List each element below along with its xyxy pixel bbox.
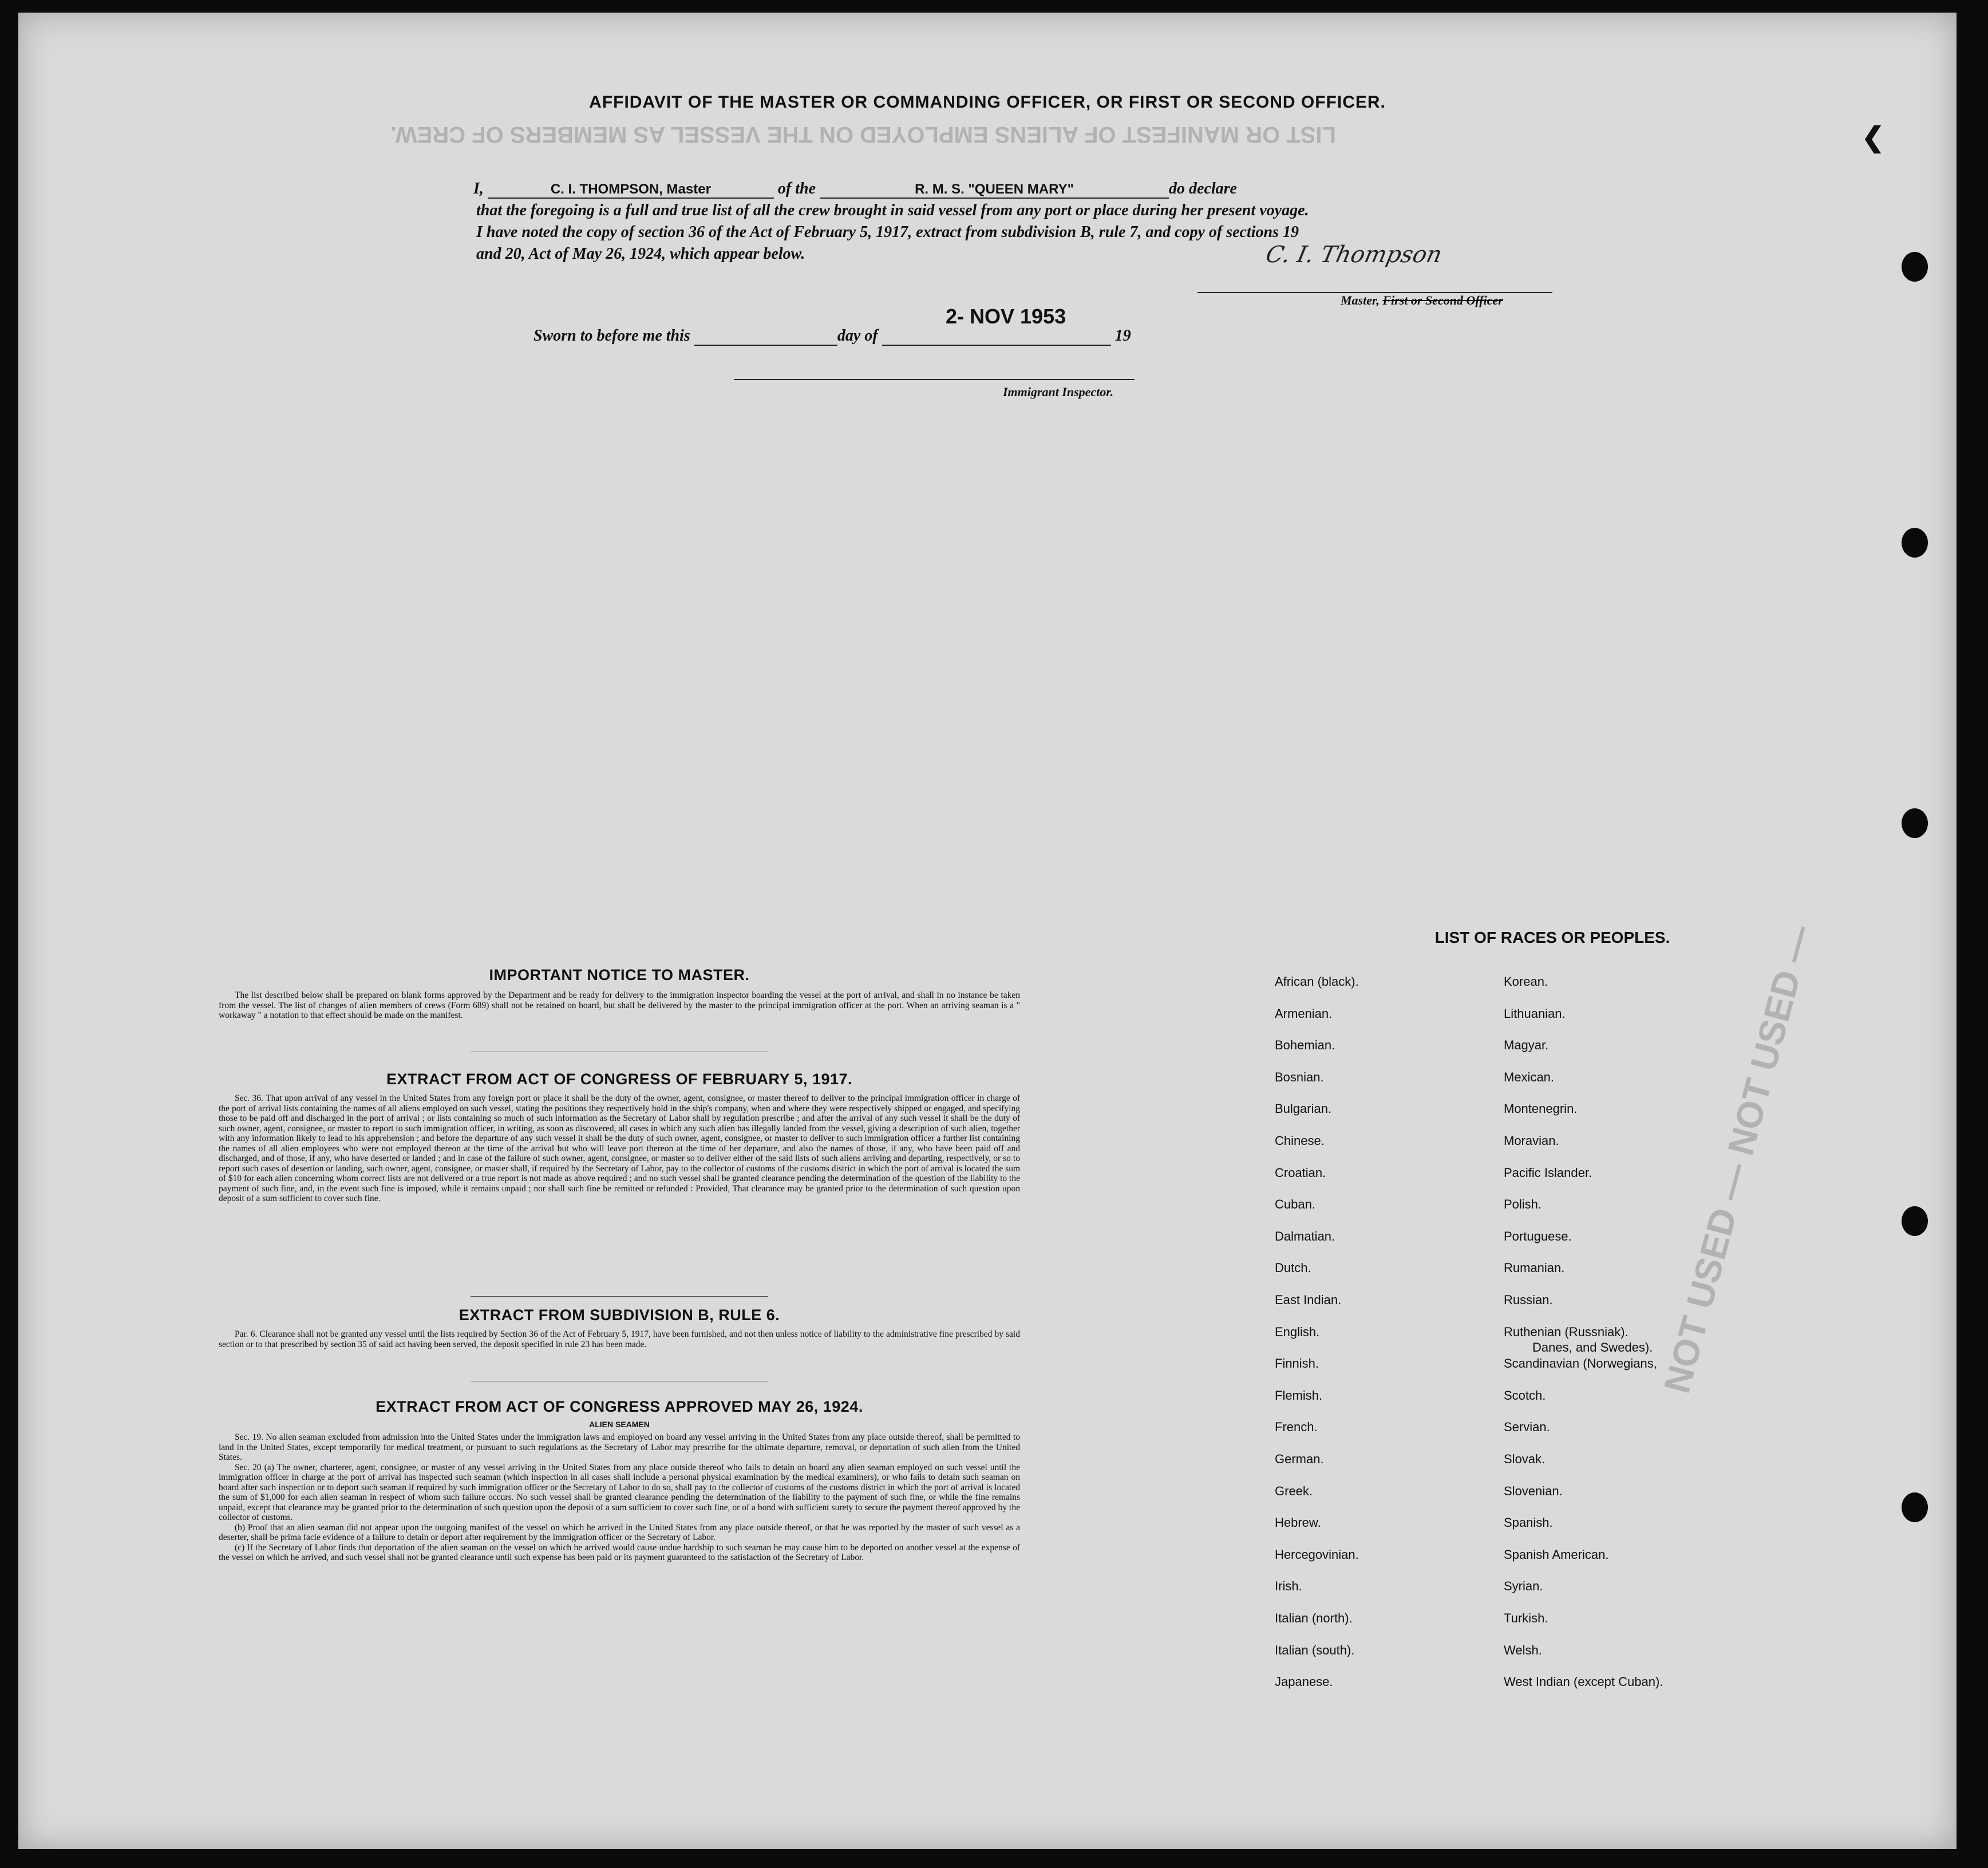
- race-item: Irish.: [1275, 1579, 1302, 1594]
- race-item: Scandinavian (Norwegians,: [1504, 1356, 1657, 1371]
- race-item: Hercegovinian.: [1275, 1547, 1359, 1562]
- notice-text: The list described below shall be prepared on blank forms approved by the Department and be ready for delivery to the immigration inspector boarding the vessel at the port of arrival, and shall in no instance be taken from the vessel. The list of changes of alien members of crews (Form 689) shall not be retained on board, but shall be delivered by the master to the principal immigration officer at the port. When an arriving seaman is a " workaway " a notation to that effect should be made on the manifest.: [219, 990, 1020, 1020]
- binder-hole-3: [1902, 808, 1928, 838]
- race-item: Spanish American.: [1504, 1547, 1609, 1562]
- race-item: Moravian.: [1504, 1134, 1559, 1148]
- race-item: Welsh.: [1504, 1642, 1542, 1657]
- race-item: Armenian.: [1275, 1006, 1333, 1021]
- race-item: Flemish.: [1275, 1388, 1323, 1403]
- affidavit-line-1: [473, 180, 1237, 199]
- race-item: Chinese.: [1275, 1134, 1325, 1148]
- alien-seamen-subtitle: ALIEN SEAMEN: [589, 1420, 650, 1429]
- race-item: Servian.: [1504, 1420, 1550, 1435]
- notice-title: IMPORTANT NOTICE TO MASTER.: [489, 966, 750, 984]
- master-signature: C. I. Thompson: [1263, 242, 1445, 268]
- race-item: Greek.: [1275, 1483, 1313, 1498]
- extract-1924-text: [219, 1432, 1020, 1563]
- race-item: Scotch.: [1504, 1388, 1546, 1403]
- master-name-field: C. I. THOMPSON, Master: [488, 181, 774, 199]
- manifest-sheet: [18, 13, 1957, 1849]
- section-20c-text: (c) If the Secretary of Labor finds that deportation of the alien seaman on the vessel on which he arrived would cause undue hardship to such seaman he may cause him to be deported on another vessel at the expense of the vessel on which he arrived, and such vessel shall not be granted clearance until such expense has been paid or its payment guaranteed to the satisfaction of the Secretary of Labor.: [219, 1542, 1020, 1562]
- sworn-line: Sworn to before me this day of 19: [533, 327, 1131, 345]
- of-the-label: of the: [777, 180, 816, 198]
- i-label: I,: [473, 180, 484, 198]
- affidavit-title: AFFIDAVIT OF THE MASTER OR COMMANDING OFFICER, OR FIRST OR SECOND OFFICER.: [589, 93, 1386, 112]
- race-item: Slovenian.: [1504, 1483, 1563, 1498]
- race-item: Turkish.: [1504, 1611, 1548, 1625]
- extract-1917-title: EXTRACT FROM ACT OF CONGRESS OF FEBRUARY 5, 1917.: [386, 1071, 853, 1088]
- race-item: Ruthenian (Russniak).: [1504, 1324, 1629, 1339]
- race-item: West Indian (except Cuban).: [1504, 1675, 1663, 1689]
- date-stamp: 2- NOV 1953: [946, 305, 1066, 328]
- race-item: Bosnian.: [1275, 1069, 1324, 1084]
- race-item: Lithuanian.: [1504, 1006, 1566, 1021]
- race-item: Mexican.: [1504, 1069, 1555, 1084]
- master-caption: Master, First or Second Officer: [1341, 293, 1503, 307]
- binder-clip-mark: ❮: [1861, 123, 1885, 153]
- race-item: Montenegrin.: [1504, 1101, 1578, 1116]
- race-item: Hebrew.: [1275, 1515, 1321, 1530]
- binder-hole-2: [1902, 528, 1928, 558]
- race-item: Bulgarian.: [1275, 1101, 1332, 1116]
- binder-hole-5: [1902, 1492, 1928, 1522]
- race-item: Korean.: [1504, 974, 1548, 989]
- race-item: Russian.: [1504, 1293, 1553, 1307]
- race-item: Magyar.: [1504, 1038, 1549, 1053]
- race-item: Syrian.: [1504, 1579, 1543, 1594]
- race-item: African (black).: [1275, 974, 1359, 989]
- binder-hole-4: [1902, 1206, 1928, 1236]
- race-item: East Indian.: [1275, 1293, 1342, 1307]
- subdivision-b-text: Par. 6. Clearance shall not be granted any vessel until the lists required by Section 36 of the Act of February 5, 1917, have been furnished, and not then unless notice of liability to the administrative fine prescribed by said section or to that prescribed by section 35 of said act having been served, the deposit specified in rule 23 has been made.: [219, 1329, 1020, 1349]
- race-item: Finnish.: [1275, 1356, 1319, 1371]
- race-item: Spanish.: [1504, 1515, 1553, 1530]
- race-item: Slovak.: [1504, 1452, 1546, 1466]
- race-item: Italian (south).: [1275, 1642, 1355, 1657]
- race-item: Bohemian.: [1275, 1038, 1335, 1053]
- race-item: Dutch.: [1275, 1261, 1311, 1275]
- affidavit-line-2: that the foregoing is a full and true list of all the crew brought in said vessel from any port or place during her present voyage.: [476, 202, 1309, 219]
- mirrored-heading: LIST OR MANIFEST OF ALIENS EMPLOYED ON THE VESSEL AS MEMBERS OF CREW.: [390, 122, 1336, 147]
- race-item: Dalmatian.: [1275, 1229, 1335, 1243]
- affidavit-line-4: and 20, Act of May 26, 1924, which appear below.: [476, 245, 805, 263]
- race-item: Rumanian.: [1504, 1261, 1565, 1275]
- race-item: French.: [1275, 1420, 1318, 1435]
- do-declare-label: do declare: [1169, 180, 1237, 198]
- race-item: English.: [1275, 1324, 1320, 1339]
- side-stamp: NOT USED — NOT USED —: [1655, 921, 1821, 1397]
- rule-2: [471, 1296, 768, 1297]
- race-item: Cuban.: [1275, 1197, 1315, 1212]
- section-20b-text: (b) Proof that an alien seaman did not appear upon the outgoing manifest of the vessel on which he arrived in the United States from any place outside thereof, or that he was reported by the master of such vessel as a deserter, shall be prima facie evidence of a failure to detain or deport after requirement by the immigration officer or the Secretary of Labor.: [219, 1522, 1020, 1542]
- section-20a-text: Sec. 20 (a) The owner, charterer, agent, consignee, or master of any vessel arriving in the United States from any place outside thereof who fails to detain on board any alien seaman employed on such vessel until the immigration officer in charge at the port of arrival has inspected such seaman (which inspection in all cases shall include a personal physical examination by the medical examiners), or who fails to detain such seaman on board after such inspection or to deport such seaman if required by such immigration officer or the Secretary of Labor to do so, shall pay to the collector of customs of the customs district in which the port of arrival is located the sum of $1,000 for each alien seaman in respect of whom such failure occurs. No such vessel shall be granted clearance pending the determination of the liability to the payment of such fine, or while the fine remains unpaid, except that clearance may be granted prior to the determination of such question upon the deposit of a sum sufficient to cover such fine, or of a bond with sufficient surety to secure the payment thereof approved by the collector of customs.: [219, 1462, 1020, 1522]
- extract-1924-title: EXTRACT FROM ACT OF CONGRESS APPROVED MAY 26, 1924.: [376, 1398, 863, 1415]
- struck-officer-caption: First or Second Officer: [1382, 293, 1503, 307]
- inspector-caption: Immigrant Inspector.: [1003, 385, 1114, 399]
- race-item: Italian (north).: [1275, 1611, 1353, 1625]
- race-item: Danes, and Swedes).: [1532, 1340, 1653, 1355]
- vessel-name-field: R. M. S. "QUEEN MARY": [820, 181, 1169, 199]
- section-19-text: Sec. 19. No alien seaman excluded from admission into the United States under the immigration laws and employed on board any vessel arriving in the United States from any place outside thereof, shall be permitted to land in the United States, except temporarily for medical treatment, or pursuant to such regulations as the Secretary of Labor may prescribe for the ultimate departure, removal, or deportation of such alien from the United States.: [219, 1432, 1020, 1462]
- race-item: Pacific Islander.: [1504, 1165, 1592, 1180]
- binder-hole-1: [1902, 252, 1928, 282]
- extract-1917-text: Sec. 36. That upon arrival of any vessel in the United States from any foreign port or place it shall be the duty of the owner, agent, consignee, or master thereof to deliver to the principal immigration officer in charge of the port of arrival lists containing the names of all aliens employed on such vessel, stating the positions they respectively hold in the ship's company, when and where they were respectively shipped or engaged, and specifying those to be paid off and discharged in the port of arrival ; or lists containing so much of such information as the Secretary of Labor shall by regulation prescribe ; and after the arrival of any such vessel it shall be the duty of such owner, agent, consignee, or master to report to such immigration officer, in writing, as soon as discovered, all cases in which any such alien has illegally landed from the vessel, giving a description of such alien, together with any information likely to lead to his apprehension ; and before the departure of any such vessel it shall be the duty of such owner, agent, consignee, or master to deliver to such immigration officer a further list containing the names of all alien employees who were not employed thereon at the time of the arrival but who will leave port thereon at the time of her departure, and also the names of those, if any, who have been paid off and discharged, and of those, if any, who have deserted or landed ; and in case of the failure of such owner, agent, consignee, or master so to deliver either of the said lists of such aliens arriving and departing, respectively, or so to report such cases of desertion or landing, such owner, agent, consignee, or master shall, if required by the Secretary of Labor, pay to the collector of customs of the customs district in which the port of arrival is located the sum of $10 for each alien concerning whom correct lists are not delivered or a true report is not made as above required ; and no such vessel shall be granted clearance pending the determination of the question of the liability to the payment of such fine, and, in the event such fine is imposed, while it remains unpaid ; nor shall such fine be remitted or refunded : Provided, That clearance may be granted prior to the determination of such question upon deposit of a sum sufficient to cover such fine.: [219, 1093, 1020, 1203]
- inspector-signature-line: [734, 379, 1135, 380]
- races-title: LIST OF RACES OR PEOPLES.: [1434, 929, 1670, 946]
- affidavit-line-3: I have noted the copy of section 36 of the Act of February 5, 1917, extract from subdivision B, rule 7, and copy of sections 19: [476, 223, 1299, 241]
- race-item: Polish.: [1504, 1197, 1542, 1212]
- race-item: Japanese.: [1275, 1675, 1333, 1689]
- race-item: Croatian.: [1275, 1165, 1326, 1180]
- race-item: Portuguese.: [1504, 1229, 1572, 1243]
- race-item: German.: [1275, 1452, 1324, 1466]
- subdivision-b-title: EXTRACT FROM SUBDIVISION B, RULE 6.: [459, 1306, 780, 1324]
